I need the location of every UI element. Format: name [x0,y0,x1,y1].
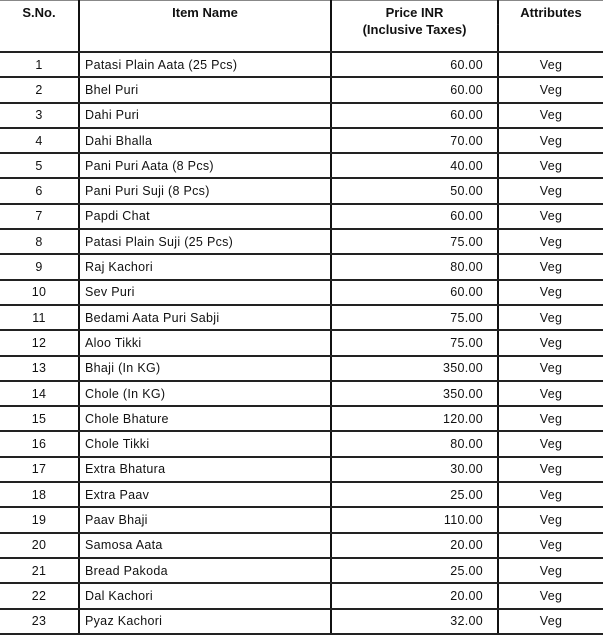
row-item-name: Bhel Puri [79,77,331,102]
row-sno: 9 [0,254,79,279]
row-sno: 3 [0,103,79,128]
row-item-name: Chole Bhature [79,406,331,431]
row-sno: 16 [0,431,79,456]
row-item-name: Dal Kachori [79,583,331,608]
row-item-name: Paav Bhaji [79,507,331,532]
row-item-name: Bread Pakoda [79,558,331,583]
row-attribute: Veg [498,77,603,102]
row-attribute: Veg [498,533,603,558]
row-attribute: Veg [498,381,603,406]
table-row [0,77,603,102]
header-sno: S.No. [0,1,79,53]
row-price: 20.00 [331,583,498,608]
row-sno: 20 [0,533,79,558]
row-attribute: Veg [498,431,603,456]
row-attribute: Veg [498,406,603,431]
row-sno: 21 [0,558,79,583]
row-attribute: Veg [498,330,603,355]
row-item-name: Sev Puri [79,280,331,305]
row-price: 60.00 [331,52,498,77]
row-price: 70.00 [331,128,498,153]
row-price: 80.00 [331,254,498,279]
row-price: 50.00 [331,178,498,203]
row-attribute: Veg [498,178,603,203]
row-item-name: Papdi Chat [79,204,331,229]
row-attribute: Veg [498,482,603,507]
table-row [0,52,603,77]
row-attribute: Veg [498,153,603,178]
row-sno: 6 [0,178,79,203]
row-sno: 12 [0,330,79,355]
row-item-name: Chole (In KG) [79,381,331,406]
row-sno: 22 [0,583,79,608]
row-attribute: Veg [498,229,603,254]
row-sno: 15 [0,406,79,431]
row-attribute: Veg [498,52,603,77]
row-price: 350.00 [331,356,498,381]
row-attribute: Veg [498,583,603,608]
table-row [0,229,603,254]
row-attribute: Veg [498,457,603,482]
row-attribute: Veg [498,558,603,583]
row-price: 350.00 [331,381,498,406]
row-attribute: Veg [498,280,603,305]
table-row [0,406,603,431]
table-row [0,103,603,128]
border-tick [497,24,499,25]
table-row [0,482,603,507]
row-attribute: Veg [498,128,603,153]
row-sno: 8 [0,229,79,254]
row-sno: 14 [0,381,79,406]
table-row [0,381,603,406]
row-sno: 23 [0,609,79,634]
header-attributes: Attributes [498,1,603,53]
table-body [0,52,603,634]
table-row [0,507,603,532]
row-sno: 5 [0,153,79,178]
row-sno: 7 [0,204,79,229]
row-attribute: Veg [498,204,603,229]
row-price: 60.00 [331,204,498,229]
row-price: 120.00 [331,406,498,431]
row-item-name: Extra Paav [79,482,331,507]
row-price: 75.00 [331,229,498,254]
table-row [0,128,603,153]
header-price-line2: (Inclusive Taxes) [362,22,467,37]
row-price: 60.00 [331,77,498,102]
row-price: 25.00 [331,558,498,583]
row-price: 75.00 [331,330,498,355]
row-attribute: Veg [498,103,603,128]
row-price: 20.00 [331,533,498,558]
row-item-name: Pani Puri Suji (8 Pcs) [79,178,331,203]
row-price: 75.00 [331,305,498,330]
row-sno: 2 [0,77,79,102]
table-row [0,356,603,381]
table-row [0,330,603,355]
table-row [0,178,603,203]
row-item-name: Patasi Plain Aata (25 Pcs) [79,52,331,77]
table-row [0,609,603,634]
row-sno: 4 [0,128,79,153]
table-row [0,533,603,558]
row-item-name: Chole Tikki [79,431,331,456]
row-item-name: Patasi Plain Suji (25 Pcs) [79,229,331,254]
row-item-name: Dahi Puri [79,103,331,128]
row-item-name: Bedami Aata Puri Sabji [79,305,331,330]
row-price: 30.00 [331,457,498,482]
row-attribute: Veg [498,356,603,381]
table-row [0,254,603,279]
row-sno: 18 [0,482,79,507]
header-price [331,1,498,53]
row-sno: 11 [0,305,79,330]
table-row [0,457,603,482]
row-price: 80.00 [331,431,498,456]
row-item-name: Samosa Aata [79,533,331,558]
row-attribute: Veg [498,305,603,330]
row-attribute: Veg [498,254,603,279]
header-item-name: Item Name [79,1,331,53]
row-item-name: Raj Kachori [79,254,331,279]
row-sno: 19 [0,507,79,532]
table-row [0,583,603,608]
row-attribute: Veg [498,609,603,634]
header-row [0,1,603,53]
table-row [0,153,603,178]
row-price: 60.00 [331,280,498,305]
table-row [0,280,603,305]
header-price-line1: Price INR [385,5,444,20]
row-price: 110.00 [331,507,498,532]
table-row [0,305,603,330]
row-price: 25.00 [331,482,498,507]
row-sno: 13 [0,356,79,381]
row-price: 40.00 [331,153,498,178]
row-item-name: Aloo Tikki [79,330,331,355]
row-sno: 17 [0,457,79,482]
row-item-name: Bhaji (In KG) [79,356,331,381]
row-item-name: Pyaz Kachori [79,609,331,634]
row-price: 32.00 [331,609,498,634]
row-sno: 1 [0,52,79,77]
row-price: 60.00 [331,103,498,128]
table-row [0,558,603,583]
row-attribute: Veg [498,507,603,532]
row-item-name: Dahi Bhalla [79,128,331,153]
row-item-name: Pani Puri Aata (8 Pcs) [79,153,331,178]
table-row [0,204,603,229]
table-row [0,431,603,456]
row-sno: 10 [0,280,79,305]
row-item-name: Extra Bhatura [79,457,331,482]
